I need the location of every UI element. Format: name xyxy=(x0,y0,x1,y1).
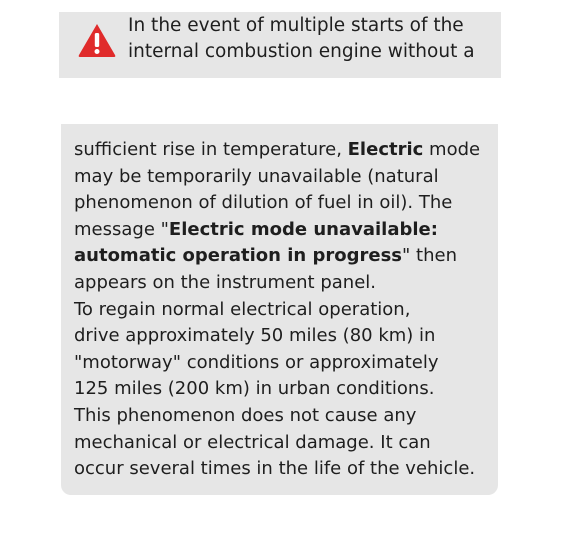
text-line-3: phenomenon of dilution of fuel in oil). The xyxy=(74,192,453,214)
text-line-6: appears on the instrument panel. xyxy=(74,271,377,293)
warning-line-2: internal combustion engine without a xyxy=(128,41,475,62)
main-text-box xyxy=(61,124,498,495)
warning-line-1: In the event of multiple starts of the xyxy=(128,15,464,36)
text-line-10: 125 miles (200 km) in urban conditions. xyxy=(74,378,435,400)
text-segment: " then xyxy=(402,245,457,267)
text-line-1 xyxy=(74,137,498,164)
text-line-4 xyxy=(74,217,498,244)
text-line-8: drive approximately 50 miles (80 km) in xyxy=(74,325,436,347)
text-segment: mode xyxy=(423,139,481,160)
warning-text xyxy=(128,13,498,65)
text-line-12: mechanical or electrical damage. It can xyxy=(74,431,431,453)
text-line-5 xyxy=(74,243,498,270)
text-line-13: occur several times in the life of the vehicle. xyxy=(74,458,476,480)
main-paragraph xyxy=(74,137,498,483)
warning-triangle-icon xyxy=(77,22,117,58)
bold-text-electric: Electric xyxy=(347,139,424,160)
text-line-2: may be temporarily unavailable (natural xyxy=(74,165,439,187)
text-line-7: To regain normal electrical operation, xyxy=(74,298,411,320)
bold-message-part-1: Electric mode unavailable: xyxy=(168,218,438,240)
warning-box xyxy=(59,12,501,78)
text-line-9: "motorway" conditions or approximately xyxy=(74,351,439,373)
text-segment: message " xyxy=(74,218,169,240)
bold-message-part-2: automatic operation in progress xyxy=(74,245,403,267)
text-segment: sufficient rise in temperature, xyxy=(74,139,348,160)
text-line-11: This phenomenon does not cause any xyxy=(74,404,417,426)
